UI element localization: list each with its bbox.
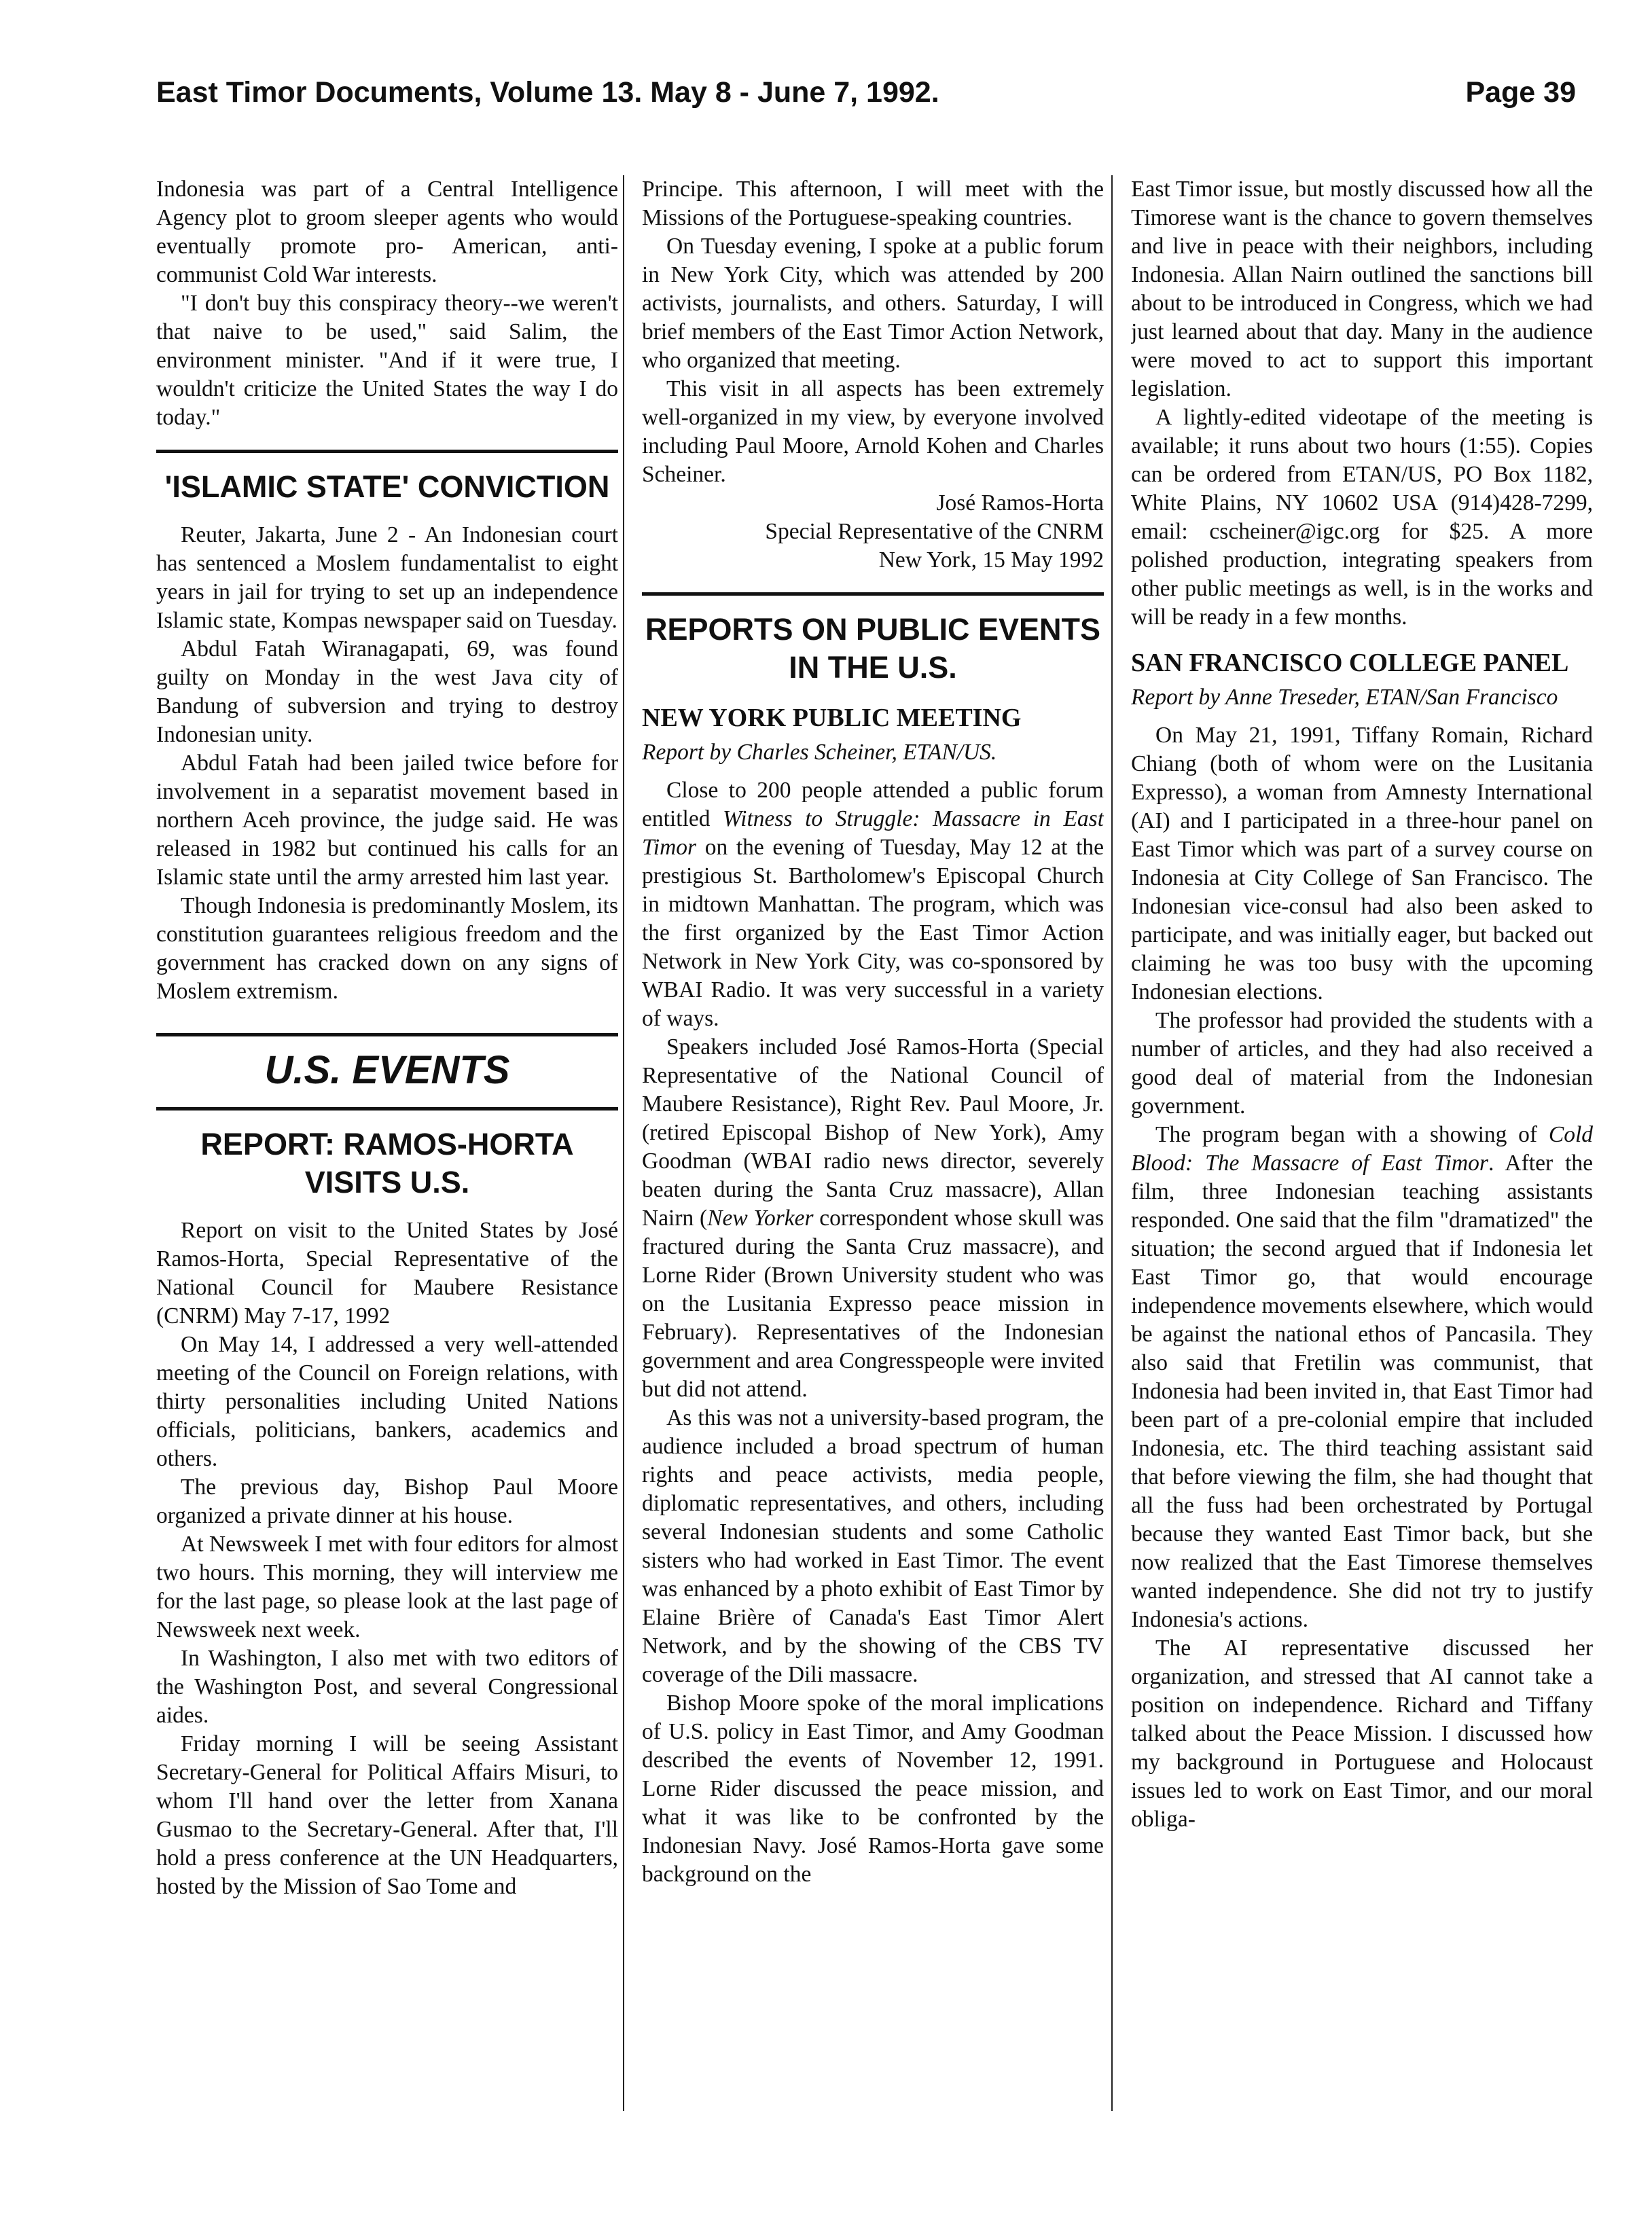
text-run: Speakers included José Ramos-Horta (Special Representative of the National Council of Maubere Resistance), Right Rev. Paul Moore, Jr. (retired Episcopal Bishop of New York), Amy Goodman (WBAI radio news director, severely beaten during the Santa Cruz massacre), Allan Nairn ( — [642, 1034, 1104, 1231]
column-divider — [1111, 175, 1113, 2111]
page-number: Page 39 — [1465, 76, 1576, 109]
byline: Report by Charles Scheiner, ETAN/US. — [642, 740, 997, 765]
paragraph — [642, 1033, 1104, 1404]
paragraph: Principe. This afternoon, I will meet with the Missions of the Portuguese-speaking countries. — [642, 177, 1104, 230]
publication-name: New Yorker — [707, 1206, 814, 1231]
paragraph: On May 14, I addressed a very well-attended meeting of the Council on Foreign relations, with thirty personalities including United Nations officials, politicians, bankers, academics and others. — [156, 1332, 618, 1471]
paragraph — [642, 776, 1104, 1033]
byline: Report by Anne Treseder, ETAN/San Francisco — [1131, 685, 1558, 710]
paragraph: As this was not a university-based program, the audience included a broad spectrum of human rights and peace activists, media people, diplomatic representatives, and others, including several Indonesian students and some Catholic sisters who had worked in East Timor. The event was enhanced by a photo exhibit of East Timor by Elaine Brière of Canada's East Timor Alert Network, and by the showing of the CBS TV coverage of the Dili massacre. — [642, 1405, 1104, 1687]
column-3 — [1131, 175, 1593, 2118]
section-rule — [156, 1107, 618, 1110]
running-title: East Timor Documents, Volume 13. May 8 - June 7, 1992. — [156, 76, 939, 109]
subsection-heading: SAN FRANCISCO COLLEGE PANEL — [1131, 649, 1569, 677]
paragraph: Friday morning I will be seeing Assistant Secretary-General for Political Affairs Misuri, to whom I'll hand over the letter from Xanana Gusmao to the Secretary-General. After that, I'll hold a press conference at the UN Headquarters, hosted by the Mission of Sao Tome and — [156, 1731, 618, 1899]
page-header — [156, 76, 1576, 124]
column-2 — [642, 175, 1104, 2118]
paragraph: Abdul Fatah Wiranagapati, 69, was found guilty on Monday in the west Java city of Bandung of subversion and trying to destroy Indonesian unity. — [156, 636, 618, 747]
section-rule — [642, 592, 1104, 596]
signature-name: José Ramos-Horta — [936, 490, 1104, 516]
section-heading: U.S. EVENTS — [264, 1048, 510, 1092]
text-run: The program began with a showing of — [1155, 1122, 1549, 1147]
paragraph: Though Indonesia is predominantly Moslem, its constitution guarantees religious freedom and the government has cracked down on any signs of Moslem extremism. — [156, 893, 618, 1004]
section-heading: REPORTS ON PUBLIC EVENTS IN THE U.S. — [645, 612, 1101, 685]
paragraph: The previous day, Bishop Paul Moore organized a private dinner at his house. — [156, 1475, 618, 1528]
text-run: on the evening of Tuesday, May 12 at the prestigious St. Bartholomew's Episcopal Church in midtown Manhattan. The program, which was the first organized by the East Timor Action Network in New York City, was co-sponsored by WBAI Radio. It was very successful in a variety of ways. — [642, 835, 1104, 1031]
paragraph: On Tuesday evening, I spoke at a public forum in New York City, which was attended by 200 activists, journalists, and others. Saturday, I will brief members of the East Timor Action Network, who organized that meeting. — [642, 234, 1104, 373]
film-title: Cold Blood: The Massacre of East Timor — [1131, 1122, 1593, 1176]
paragraph: On May 21, 1991, Tiffany Romain, Richard Chiang (both of whom were on the Lusitania Expresso), a woman from Amnesty International (AI) and I participated in a three-hour panel on East Timor which was part of a survey course on Indonesia at City College of San Francisco. The Indonesian vice-consul had also been asked to participate, and was initially eager, but backed out claiming he was too busy with the upcoming Indonesian elections. — [1131, 723, 1593, 1005]
text-run: . After the film, three Indonesian teaching assistants responded. One said that the film "dramatized" the situation; the second argued that if Indonesia let East Timor go, that would encourage independence movements elsewhere, which would be against the national ethos of Pancasila. They also said that Fretilin was communist, that Indonesia had been invited in, that East Timor had been part of a pre-colonial empire that included Indonesia, etc. The third teaching assistant said that before viewing the film, she had thought that all the fuss had been orchestrated by Portugal because they wanted East Timor back, but she now realized that the East Timorese themselves wanted independence. She did not try to justify Indonesia's actions. — [1131, 1151, 1593, 1632]
signature-date: New York, 15 May 1992 — [878, 547, 1104, 573]
paragraph: Reuter, Jakarta, June 2 - An Indonesian court has sentenced a Moslem fundamentalist to eight years in jail for trying to set up an independence Islamic state, Kompas newspaper said on Tuesday. — [156, 522, 618, 633]
text-run: correspondent whose skull was fractured during the Santa Cruz massacre), and Lorne Rider (Brown University student who was on the Lusitania Expresso peace mission in February). Representatives of the Indonesian government and area Congresspeople were invited but did not attend. — [642, 1206, 1104, 1402]
text-run: Close to 200 people attended a public forum entitled — [642, 778, 1104, 831]
signature-title: Special Representative of the CNRM — [765, 519, 1104, 544]
paragraph: "I don't buy this conspiracy theory--we weren't that naive to be used," said Salim, the environment minister. "And if it were true, I wouldn't criticize the United States the way I do today." — [156, 291, 618, 430]
paragraph: East Timor issue, but mostly discussed how all the Timorese want is the chance to govern themselves and live in peace with their neighbors, including Indonesia. Allan Nairn outlined the sanctions bill about to be introduced in Congress, which we had just learned about that day. Many in the audience were moved to act to support this important legislation. — [1131, 177, 1593, 401]
event-title: Witness to Struggle: Massacre in East Timor — [642, 806, 1104, 860]
column-1 — [156, 175, 618, 2118]
section-heading: REPORT: RAMOS-HORTA VISITS U.S. — [200, 1127, 574, 1199]
subsection-heading: NEW YORK PUBLIC MEETING — [642, 704, 1022, 732]
paragraph: A lightly-edited videotape of the meeting is available; it runs about two hours (1:55). Copies can be ordered from ETAN/US, PO Box 1182, White Plains, NY 10602 USA (914)428-7299, email: cscheiner@igc.org for $25. A more polished production, integrating speakers from other public meetings as well, is in the works and will be ready in a few months. — [1131, 405, 1593, 630]
paragraph: Bishop Moore spoke of the moral implications of U.S. policy in East Timor, and Amy Goodman described the events of November 12, 1991. Lorne Rider discussed the peace mission, and what it was like to be confronted by the Indonesian Navy. José Ramos-Horta gave some background on the — [642, 1691, 1104, 1887]
paragraph: Abdul Fatah had been jailed twice before for involvement in a separatist movement based in northern Aceh province, the judge said. He was released in 1982 but continued his calls for an Islamic state until the army arrested him last year. — [156, 751, 618, 890]
paragraph: The AI representative discussed her organization, and stressed that AI cannot take a position on independence. Richard and Tiffany talked about the Peace Mission. I discussed how my background in Portuguese and Holocaust issues led to work on East Timor, and our moral obliga- — [1131, 1636, 1593, 1832]
paragraph — [1131, 1121, 1593, 1634]
section-heading: 'ISLAMIC STATE' CONVICTION — [164, 469, 610, 504]
paragraph: Indonesia was part of a Central Intelligence Agency plot to groom sleeper agents who would eventually promote pro- American, anti-communist Cold War interests. — [156, 177, 618, 287]
paragraph: This visit in all aspects has been extremely well-organized in my view, by everyone involved including Paul Moore, Arnold Kohen and Charles Scheiner. — [642, 376, 1104, 487]
paragraph: Report on visit to the United States by José Ramos-Horta, Special Representative of the National Council for Maubere Resistance (CNRM) May 7-17, 1992 — [156, 1218, 618, 1329]
paragraph: In Washington, I also met with two editors of the Washington Post, and several Congressional aides. — [156, 1646, 618, 1728]
paragraph: The professor had provided the students with a number of articles, and they had also received a good deal of material from the Indonesian government. — [1131, 1008, 1593, 1119]
section-rule — [156, 450, 618, 453]
section-rule — [156, 1033, 618, 1036]
paragraph: At Newsweek I met with four editors for almost two hours. This morning, they will interview me for the last page, so please look at the last page of Newsweek next week. — [156, 1532, 618, 1642]
column-divider — [623, 175, 624, 2111]
